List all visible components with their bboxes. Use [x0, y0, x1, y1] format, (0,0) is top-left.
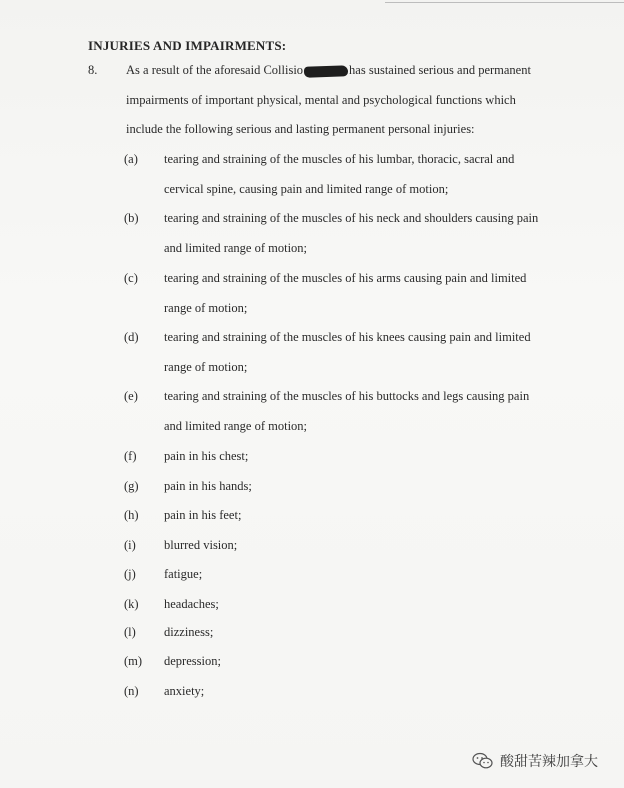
- list-item-line: pain in his hands;: [164, 479, 252, 493]
- list-item-label: (n): [124, 684, 139, 698]
- wechat-icon: [472, 752, 494, 770]
- list-item-label: (k): [124, 597, 139, 611]
- list-item-line: depression;: [164, 654, 221, 668]
- list-item-label: (b): [124, 211, 139, 225]
- list-item-text: [164, 152, 514, 211]
- paragraph-line-1-start: As a result of the aforesaid Collisio: [126, 63, 304, 77]
- list-item-line: tearing and straining of the muscles of his buttocks and legs causing pain: [164, 389, 530, 403]
- list-item-label: (d): [124, 330, 139, 344]
- list-item-label: (j): [124, 567, 136, 581]
- list-item-text: [164, 479, 252, 509]
- list-item-line: and limited range of motion;: [164, 240, 308, 255]
- list-item-text: [164, 654, 221, 684]
- list-item-line: range of motion;: [164, 300, 248, 315]
- list-item-line: blurred vision;: [164, 538, 238, 552]
- list-item-text: [164, 625, 213, 655]
- list-item-text: [164, 508, 241, 538]
- list-item-label: (h): [124, 508, 139, 522]
- list-item-text: [164, 389, 529, 448]
- redaction-mark: [304, 65, 348, 78]
- list-item-label: (a): [124, 152, 138, 166]
- list-item-line: range of motion;: [164, 359, 248, 374]
- list-item-text: [164, 211, 538, 270]
- list-item-line: anxiety;: [164, 684, 205, 698]
- paragraph-line-1: [126, 63, 531, 78]
- paragraph-line-2: impairments of important physical, mental and psychological functions which: [126, 93, 516, 107]
- paragraph-line-1-end: has sustained serious and permanent: [349, 63, 531, 77]
- watermark: [472, 750, 598, 772]
- list-item-line: tearing and straining of the muscles of his neck and shoulders causing pain: [164, 211, 539, 225]
- list-item-line: pain in his chest;: [164, 449, 249, 463]
- page-top-edge: [385, 2, 624, 3]
- list-item-text: [164, 567, 202, 597]
- list-item-text: [164, 330, 531, 389]
- list-item-line: tearing and straining of the muscles of his arms causing pain and limited: [164, 271, 527, 285]
- list-item-label: (g): [124, 479, 139, 493]
- paragraph-number: 8.: [88, 63, 98, 77]
- list-item-line: fatigue;: [164, 567, 203, 581]
- list-item-text: [164, 271, 526, 330]
- list-item-line: dizziness;: [164, 625, 214, 639]
- watermark-text: 酸甜苦辣加拿大: [500, 754, 598, 770]
- section-heading: INJURIES AND IMPAIRMENTS:: [88, 38, 287, 53]
- list-item-text: [164, 597, 219, 627]
- list-item-label: (e): [124, 389, 138, 403]
- list-item-label: (f): [124, 449, 137, 463]
- list-item-line: tearing and straining of the muscles of his lumbar, thoracic, sacral and: [164, 152, 515, 166]
- list-item-label: (l): [124, 625, 136, 639]
- list-item-text: [164, 684, 204, 714]
- list-item-line: pain in his feet;: [164, 508, 242, 522]
- list-item-line: tearing and straining of the muscles of his knees causing pain and limited: [164, 330, 531, 344]
- list-item-label: (c): [124, 271, 138, 285]
- list-item-line: cervical spine, causing pain and limited range of motion;: [164, 181, 449, 196]
- paragraph-line-3: include the following serious and lasting permanent personal injuries:: [126, 122, 475, 136]
- list-item-label: (m): [124, 654, 143, 668]
- list-item-label: (i): [124, 538, 136, 552]
- list-item-text: [164, 449, 248, 479]
- list-item-line: headaches;: [164, 597, 219, 611]
- list-item-line: and limited range of motion;: [164, 418, 308, 433]
- list-item-text: [164, 538, 237, 568]
